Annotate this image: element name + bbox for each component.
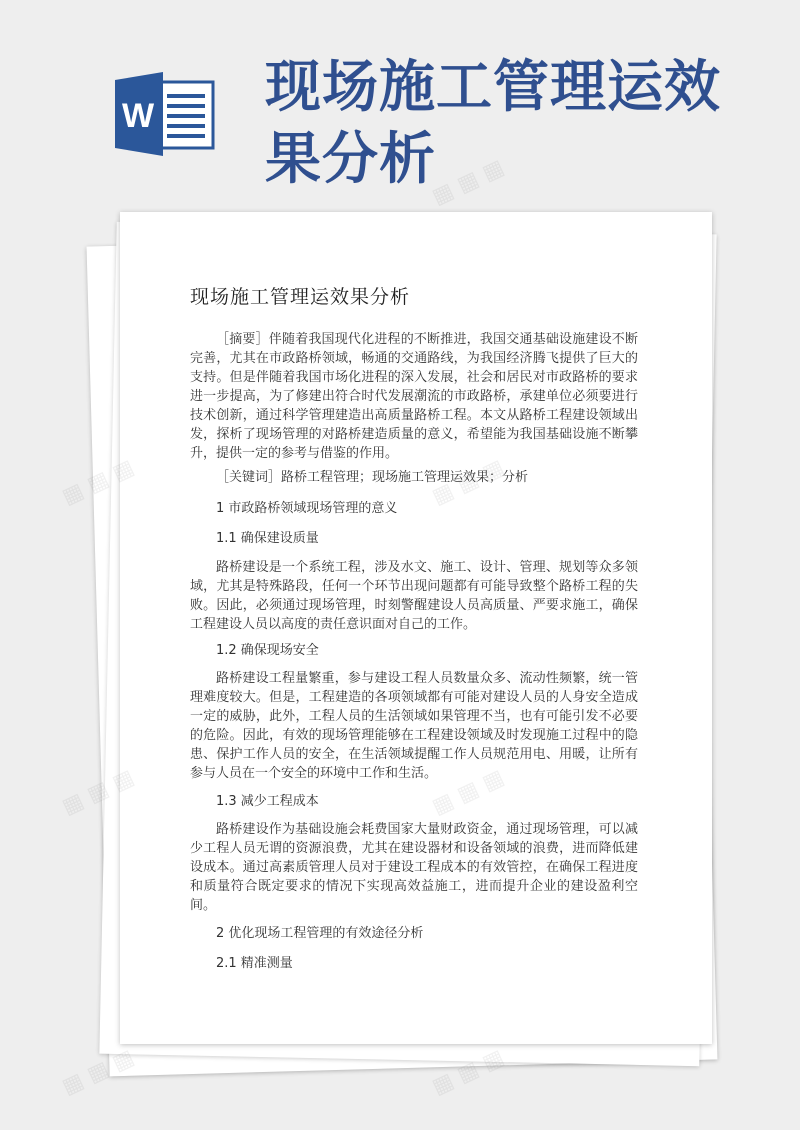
section-heading-1-1: 1.1 确保建设质量 [216, 531, 319, 546]
document-page [120, 212, 712, 1044]
watermark: ▦ ▦ ▦ [428, 155, 509, 210]
section-heading-2-1: 2.1 精准测量 [216, 956, 293, 971]
section-heading-1: 1 市政路桥领域现场管理的意义 [216, 501, 398, 516]
watermark: ▦ ▦ ▦ [428, 1045, 509, 1100]
keywords-line: ［关键词］路桥工程管理；现场施工管理运效果；分析 [216, 470, 529, 485]
paragraph-1-1: 路桥建设是一个系统工程，涉及水文、施工、设计、管理、规划等众多领域，尤其是特殊路段，任何一个环节出现问题都有可能导致整个路桥工程的失败。因此，必须通过现场管理，时刻警醒建设人员高质量、严要求施工，确保工程建设人员以高度的责任意识面对自己的工作。 [190, 560, 638, 632]
document-title: 现场施工管理运效果分析 [190, 286, 411, 308]
watermark: ▦ [58, 478, 88, 510]
watermark: ▦ ▦ ▦ [58, 1045, 139, 1100]
word-icon-letter: W [121, 97, 155, 135]
word-icon [115, 72, 215, 156]
banner-title: 现场施工管理运效果分析 [265, 55, 721, 192]
paragraph-1-3: 路桥建设作为基础设施会耗费国家大量财政资金，通过现场管理，可以减少工程人员无谓的资源浪费，尤其在建设器材和设备领域的浪费，进而降低建设成本。通过高素质管理人员对于建设工程成本的有效管控，在确保工程进度和质量符合既定要求的情况下实现高效益施工，进而提升企业的建设盈利空间。 [190, 822, 638, 913]
paragraph-1-2: 路桥建设工程量繁重，参与建设工程人员数量众多、流动性频繁，统一管理难度较大。但是，工程建造的各项领域都有可能对建设人员的人身安全造成一定的威胁，此外，工程人员的生活领域如果管理不当，也有可能引发不必要的危险。因此，有效的现场管理能够在工程建设领域及时发现施工过程中的隐患、保护工作人员的安全，在生活领域提醒工作人员规范用电、用暖，让所有参与人员在一个安全的环境中工作和生活。 [190, 671, 638, 781]
section-heading-2: 2 优化现场工程管理的有效途径分析 [216, 926, 424, 941]
section-heading-1-3: 1.3 减少工程成本 [216, 794, 319, 809]
watermark: ▦ ▦ ▦ [58, 765, 139, 820]
section-heading-1-2: 1.2 确保现场安全 [216, 643, 319, 658]
abstract-paragraph: ［摘要］伴随着我国现代化进程的不断推进，我国交通基础设施建设不断完善，尤其在市政路桥领域，畅通的交通路线，为我国经济腾飞提供了巨大的支持。但是伴随着我国市场化进程的深入发展，社会和居民对市政路桥的要求进一步提高，为了修建出符合时代发展潮流的市政路桥，承建单位必须要进行技术创新，通过科学管理建造出高质量路桥工程。本文从路桥工程建设领域出发，探析了现场管理的对路桥建造质量的意义，希望能为我国基础设施不断攀升，提供一定的参考与借鉴的作用。 [190, 332, 638, 461]
